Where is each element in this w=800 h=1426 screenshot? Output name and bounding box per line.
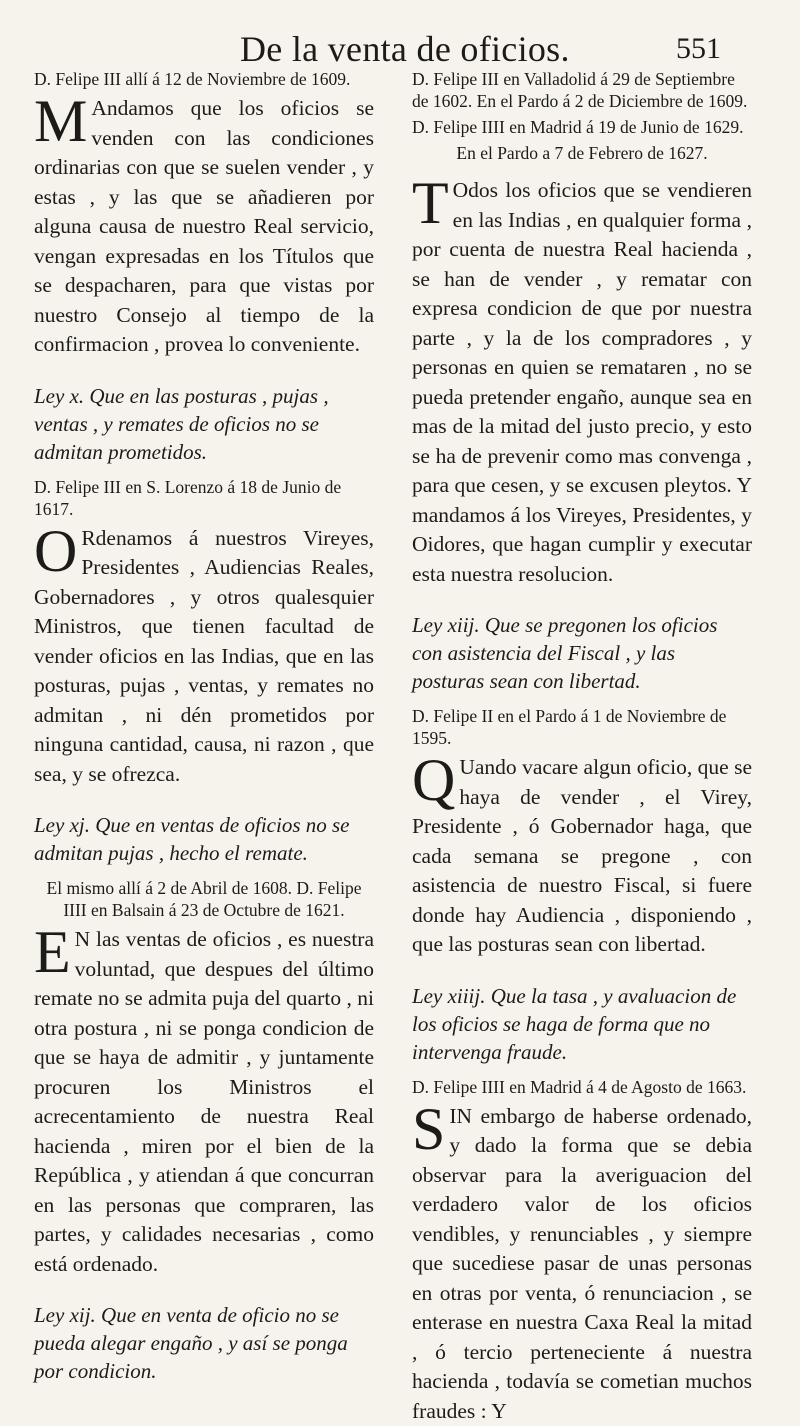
page-number: 551 <box>676 32 721 66</box>
page-header <box>0 22 800 72</box>
law-source: D. Felipe IIII en Madrid á 19 de Junio de 1629. <box>412 116 752 138</box>
drop-cap: Q <box>412 755 455 805</box>
law-source: En el Pardo a 7 de Febrero de 1627. <box>412 142 752 164</box>
left-column <box>34 68 374 1395</box>
running-title: De la venta de oficios. <box>240 28 570 70</box>
law-text: N las ventas de oficios , es nuestra voluntad, que despues del último remate no se admita puja del quarto , ni otra postura , ni se ponga condicion de que se haya de admitir , y juntamente procuren los Ministros el acrecentamiento de nuestra Real hacienda , miren por el bien de la República , y atiendan á que concurran en las personas que compraren, las partes, y calidades necesarias , como está ordenado. <box>34 927 374 1276</box>
law-text: Uando vacare algun oficio, que se haya de vender , el Virey, Presidente , ó Gobernador haga, que cada semana se pregone , con asistencia de nuestro Fiscal, si fuere donde hay Audiencia , disponiendo , que las posturas sean con libertad. <box>412 755 752 956</box>
law-heading: Ley xij. Que en venta de oficio no se pueda alegar engaño , y así se ponga por condicion. <box>34 1301 374 1385</box>
drop-cap: M <box>34 96 87 146</box>
law-text: Rdenamos á nuestros Vireyes, Presidentes , Audiencias Reales, Gobernadores , y otros qualesquier Ministros, que tienen facultad de vender oficios en las Indias, que en las posturas, pujas , ventas, y remates no admitan , ni dén prometidos por ninguna cantidad, causa, ni razon , que sea, y se ofrezca. <box>34 526 374 786</box>
right-column <box>412 68 752 1426</box>
law-source: D. Felipe IIII en Madrid á 4 de Agosto de 1663. <box>412 1076 752 1098</box>
law-body <box>34 94 374 360</box>
law-heading: Ley x. Que en las posturas , pujas , ventas , y remates de oficios no se admitan prometidos. <box>34 382 374 466</box>
drop-cap: O <box>34 526 77 576</box>
law-body <box>412 176 752 589</box>
law-heading: Ley xiiij. Que la tasa , y avaluacion de los oficios se haga de forma que no intervenga fraude. <box>412 982 752 1066</box>
law-heading: Ley xiij. Que se pregonen los oficios con asistencia del Fiscal , y las posturas sean con libertad. <box>412 611 752 695</box>
law-source: D. Felipe III en Valladolid á 29 de Septiembre de 1602. En el Pardo á 2 de Diciembre de 1609. <box>412 68 752 112</box>
law-text: Odos los oficios que se vendieren en las Indias , en qualquier forma , por cuenta de nuestra Real hacienda , se han de vender , y rematar con expresa condicion de que por nuestra parte , y la de los compradores , y personas en quien se remataren , no se pueda pretender engaño, aunque sea en mas de la mitad del justo precio, y esto se ha de prevenir como mas convenga , para que cesen, y se excusen pleytos. Y mandamos á los Vireyes, Presidentes, y Oidores, que hagan cumplir y executar esta nuestra resolucion. <box>412 178 752 586</box>
law-body <box>34 925 374 1279</box>
law-source: D. Felipe III allí á 12 de Noviembre de 1609. <box>34 68 374 90</box>
law-body <box>412 1102 752 1426</box>
law-body <box>412 753 752 960</box>
drop-cap: E <box>34 927 71 977</box>
law-source: El mismo allí á 2 de Abril de 1608. D. Felipe IIII en Balsain á 23 de Octubre de 1621. <box>34 877 374 921</box>
law-text: IN embargo de haberse ordenado, y dado la forma que se debia observar para la averiguacion del verdadero valor de los oficios vendibles, y renunciables , y siempre que sucediese pasar de unas personas en otras por venta, ó renunciacion , se enterase en nuestra Caxa Real la mitad , ó tercio perteneciente á nuestra hacienda , todavía se cometian muchos fraudes : Y <box>412 1104 752 1423</box>
law-body <box>34 524 374 790</box>
law-text: Andamos que los oficios se venden con las condiciones ordinarias con que se suelen vender , y estas , y las que se añadieren por alguna causa de nuestro Real servicio, vengan expresadas en los Títulos que se despacharen, para que vistas por nuestro Consejo al tiempo de la confirmacion , provea lo conveniente. <box>34 96 374 356</box>
drop-cap: T <box>412 178 449 228</box>
drop-cap: S <box>412 1104 445 1154</box>
law-heading: Ley xj. Que en ventas de oficios no se admitan pujas , hecho el remate. <box>34 811 374 867</box>
law-source: D. Felipe II en el Pardo á 1 de Noviembre de 1595. <box>412 705 752 749</box>
law-source: D. Felipe III en S. Lorenzo á 18 de Junio de 1617. <box>34 476 374 520</box>
